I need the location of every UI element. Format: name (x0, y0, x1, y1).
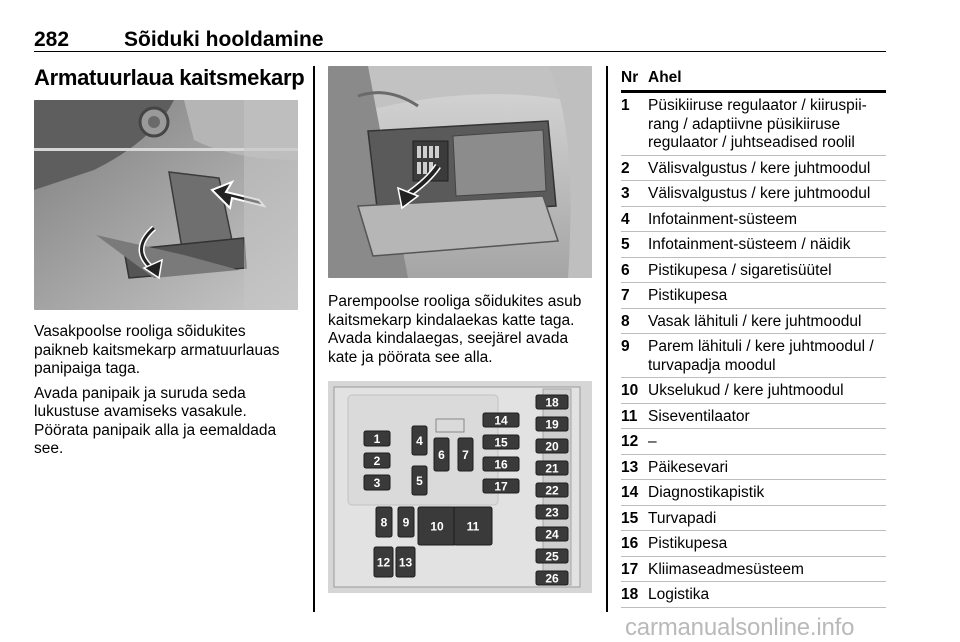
fuse-number: 15 (621, 509, 639, 527)
table-row (621, 258, 886, 284)
fuse-slot (434, 438, 449, 471)
paragraph-lhd-location: Vasakpoolse rooliga sõidukites paikneb kaitsmekarp armatuurlauas panipaiga taga. (34, 323, 280, 377)
circuit-description: Logistika (648, 586, 710, 603)
circuit-description: Päikesevari (648, 458, 729, 476)
fuse-label: 3 (373, 476, 381, 490)
fuse-label: 5 (416, 474, 423, 488)
fuse-label: 25 (545, 549, 559, 564)
table-row (621, 480, 886, 506)
circuit-description: Kliimaseadmesüsteem (648, 560, 804, 578)
column-divider-left (313, 66, 315, 612)
fuse-label: 11 (466, 519, 480, 534)
circuit-description: Diagnostikapistik (648, 484, 765, 501)
fuse-label: 16 (494, 457, 508, 472)
fuse-label: 2 (373, 454, 381, 468)
page-number: 282 (34, 28, 70, 51)
table-header-nr: Nr (621, 69, 639, 86)
circuit-description: Infotainment-süsteem / näidik (648, 236, 851, 253)
fuse-slot (412, 466, 427, 495)
fuse-label: 1 (373, 432, 381, 446)
fuse-label: 13 (398, 555, 413, 570)
circuit-description: Välisvalgustus / kere juhtmoodul (648, 159, 871, 177)
table-row (621, 531, 886, 557)
fuse-number: 12 (621, 433, 639, 450)
table-row (621, 455, 886, 481)
fuse-slot (364, 431, 390, 446)
left-column (34, 64, 305, 459)
fuse-label: 24 (545, 527, 559, 542)
fuse-slot (376, 507, 392, 537)
fuse-slot (374, 547, 393, 577)
fuse-number: 2 (621, 159, 630, 177)
table-header-circuit: Ahel (648, 69, 682, 86)
fuse-number: 18 (621, 586, 639, 603)
table-row (621, 283, 886, 309)
table-row (621, 506, 886, 532)
fuse-slot (536, 439, 568, 454)
fuse-number: 4 (621, 210, 630, 228)
section-title: Armatuurlaua kaitsmekarp (34, 65, 305, 90)
fuse-number: 14 (621, 484, 639, 501)
watermark: carmanualsonline.info (625, 614, 855, 641)
middle-column (328, 66, 594, 593)
right-column (621, 66, 886, 608)
fuse-label: 4 (416, 434, 423, 448)
table-row (621, 156, 886, 182)
table-row (621, 309, 886, 335)
fuse-number: 1 (621, 97, 630, 114)
fuse-number: 3 (621, 185, 630, 202)
fuse-slot (364, 453, 390, 468)
circuit-description: Vasak lähituli / kere juhtmoodul (648, 312, 862, 330)
circuit-description: Pistikupesa (648, 287, 728, 304)
fuse-slot (536, 549, 568, 564)
circuit-description: Infotainment-süsteem (648, 210, 798, 228)
fuse-slot (536, 461, 568, 476)
fuse-number: 11 (621, 407, 638, 425)
fuse-label: 26 (545, 571, 559, 586)
fuse-slot (396, 547, 415, 577)
fuse-number: 13 (621, 458, 639, 476)
circuit-description: Püsikiiruse regulaator / kiiruspiirang / adaptiivne püsikiiruse regulaator / juhtseadised roolil (648, 97, 867, 151)
fuse-slot (483, 479, 519, 494)
circuit-description: Turvapadi (648, 509, 717, 527)
circuit-description: Ukselukud / kere juhtmoodul (648, 382, 844, 399)
fuse-label: 23 (545, 505, 559, 520)
fuse-number: 8 (621, 312, 630, 330)
fuse-label: 19 (545, 417, 559, 432)
fuse-label: 8 (380, 515, 388, 530)
table-row (621, 378, 886, 404)
fuse-slot (454, 507, 492, 545)
column-divider-right (606, 66, 608, 612)
fuse-label: 17 (494, 479, 508, 494)
fuse-slot (483, 457, 519, 472)
fuse-slot (398, 507, 414, 537)
fuse-slot (483, 413, 519, 428)
fuse-label: 10 (430, 519, 444, 534)
circuit-description: Pistikupesa / sigaretisüütel (648, 261, 832, 279)
circuit-description: Parem lähituli / kere juhtmoodul / turvapadja moodul (648, 338, 874, 374)
fuse-label: 20 (545, 439, 559, 454)
fuse-slot (418, 507, 456, 545)
fuse-label: 6 (438, 448, 445, 462)
circuit-description: Välisvalgustus / kere juhtmoodul (648, 185, 871, 202)
table-row (621, 93, 886, 156)
page-title: Sõiduki hooldamine (124, 28, 324, 51)
circuit-description: – (648, 433, 657, 450)
paragraph-rhd-instructions: Parempoolse rooliga sõidukites asub kaitsmekarp kindalaekas katte taga. Avada kindalaegas, seejärel avada kate ja pöörata see alla. (328, 293, 582, 366)
table-row (621, 404, 886, 430)
table-row (621, 334, 886, 378)
fuse-label: 14 (494, 413, 508, 428)
fuse-slot (536, 571, 568, 586)
table-header (621, 66, 886, 93)
fuse-label: 18 (545, 395, 559, 410)
page-header (34, 22, 886, 52)
paragraph-lhd-instructions: Avada panipaik ja suruda seda lukustuse avamiseks vasakule. Pöörata panipaik alla ja eemaldada see. (34, 384, 277, 457)
table-row (621, 181, 886, 207)
fuse-label: 15 (494, 435, 508, 450)
fuse-number: 16 (621, 535, 639, 552)
fuse-slot (364, 475, 390, 490)
fuse-label: 9 (402, 515, 410, 530)
fuse-slot (536, 395, 568, 410)
fuse-slot (412, 426, 427, 455)
fuse-slot (458, 438, 473, 471)
table-row (621, 232, 886, 258)
fuse-number: 9 (621, 338, 630, 355)
table-row (621, 207, 886, 233)
circuit-description: Siseventilaator (648, 407, 750, 425)
fuse-label: 7 (462, 448, 469, 462)
fuse-number: 17 (621, 560, 639, 578)
fuse-number: 7 (621, 287, 630, 304)
fuse-slot (536, 505, 568, 520)
fuse-slot (483, 435, 519, 450)
table-row (621, 582, 886, 608)
fuse-number: 6 (621, 261, 630, 279)
fuse-label: 12 (376, 555, 391, 570)
fuse-slot (536, 483, 568, 498)
table-row (621, 557, 886, 583)
lhd-glovebox-photo (34, 100, 298, 310)
fuse-label: 21 (545, 461, 559, 476)
rhd-glovebox-photo (328, 66, 592, 278)
table-row (621, 429, 886, 455)
fuse-slot (536, 417, 568, 432)
fuse-label: 22 (545, 483, 559, 498)
fuse-number: 5 (621, 236, 630, 253)
fuse-number: 10 (621, 382, 639, 399)
fuse-slot (536, 527, 568, 542)
fuse-box-diagram (328, 381, 592, 593)
fuse-table (621, 93, 886, 608)
circuit-description: Pistikupesa (648, 535, 728, 552)
